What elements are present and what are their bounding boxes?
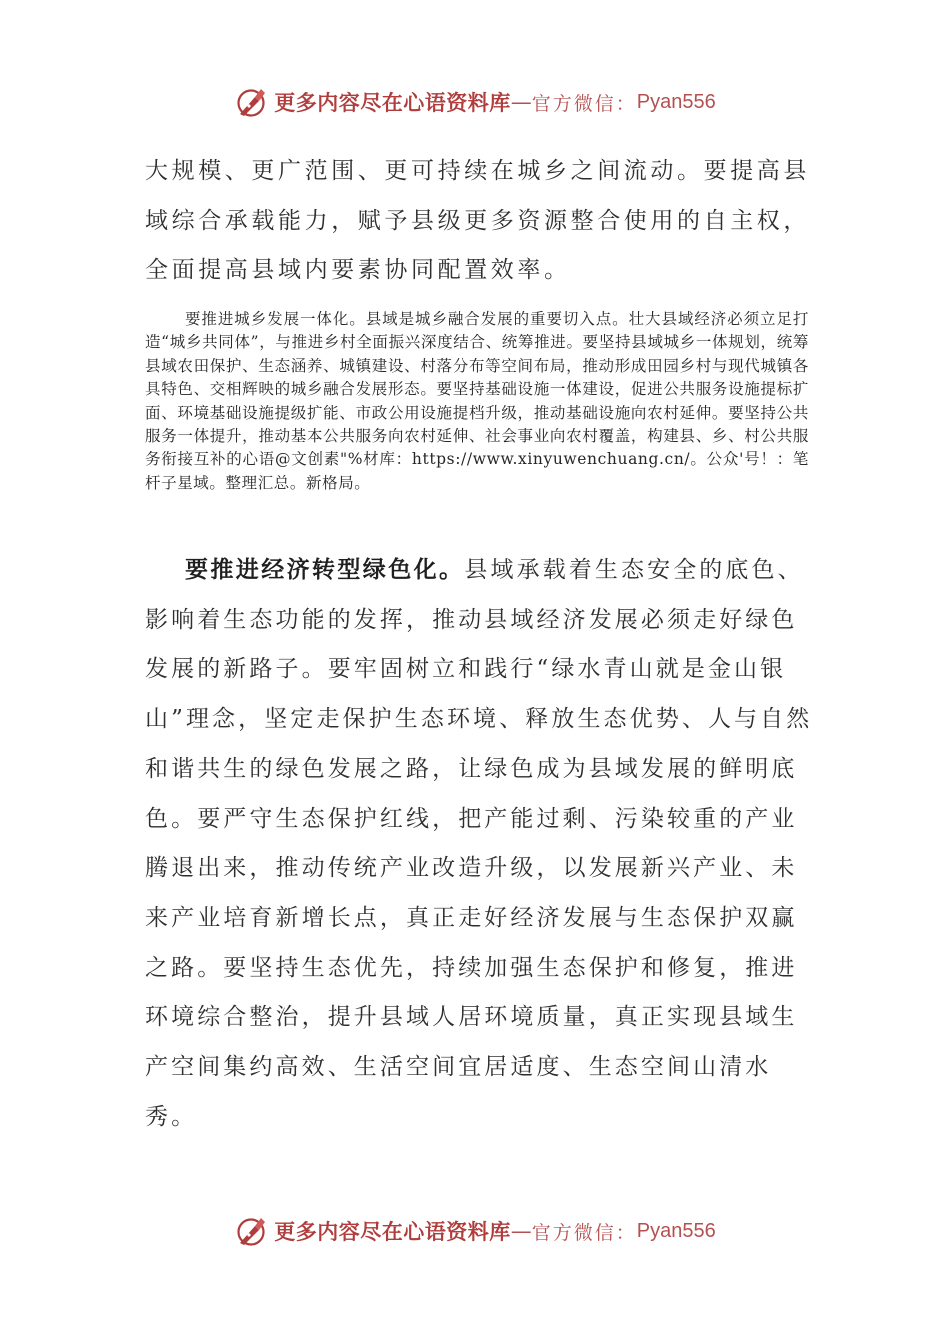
banner-wechat-id: Pyan556 [636,90,716,113]
paragraph-continuation: 大规模、更广范围、更可持续在城乡之间流动。要提高县域综合承载能力，赋予县级更多资源整合使用的自主权，全面提高县域内要素协同配置效率。 [145,158,810,284]
banner-wechat-label: 官方微信： [531,1221,637,1244]
pen-nib-seal-icon [234,1213,270,1249]
banner-title: 更多内容尽在心语资料库 [274,90,511,115]
paragraph-lead-heading: 要推进经济转型绿色化。 [185,556,465,583]
paragraph-urban-rural-integration: 要推进城乡发展一体化。县域是城乡融合发展的重要切入点。壮大县域经济必须立足打造“城乡共同体”，与推进乡村全面振兴深度结合、统筹推进。要坚持县域城乡一体规划，统筹县域农田保护、生态涵养、城镇建设、村落分布等空间布局，推动形成田园乡村与现代城镇各具特色、交相辉映的城乡融合发展形态。要坚持基础设施一体建设，促进公共服务设施提标扩面、环境基础设施提级扩能、市政公用设施提档升级，推动基础设施向农村延伸。要坚持公共服务一体提升，推动基本公共服务向农村延伸、社会事业向农村覆盖，构建县、乡、村公共服务衔接互补的心语@文创素"%材库：https://www.xinyuwenchuang.cn/。公众'号！：笔杆子星域。整理汇总。新格局。 [145,310,809,492]
pen-nib-seal-icon [234,84,270,120]
banner-title: 更多内容尽在心语资料库 [274,1219,511,1244]
banner-wechat-id: Pyan556 [636,1219,716,1242]
banner-wechat-label: 官方微信： [531,92,637,115]
banner-separator: — [510,1219,532,1243]
banner-separator: — [510,90,532,114]
paragraph-body: 县域承载着生态安全的底色、影响着生态功能的发挥，推动县域经济发展必须走好绿色发展的新路子。要牢固树立和践行“绿水青山就是金山银山”理念，坚定走保护生态环境、释放生态优势、人与自然和谐共生的绿色发展之路，让绿色成为县域发展的鲜明底色。要严守生态保护红线，把产能过剩、污染较重的产业腾退出来，推动传统产业改造升级，以发展新兴产业、未来产业培育新增长点，真正走好经济发展与生态保护双赢之路。要坚持生态优先，持续加强生态保护和修复，推进环境综合整治，提升县域人居环境质量，真正实现县域生产空间集约高效、生活空间宜居适度、生态空间山清水秀。 [145,557,813,1130]
header-banner [0,82,950,122]
paragraph-green-transformation [145,545,813,1142]
footer-banner [0,1211,950,1251]
